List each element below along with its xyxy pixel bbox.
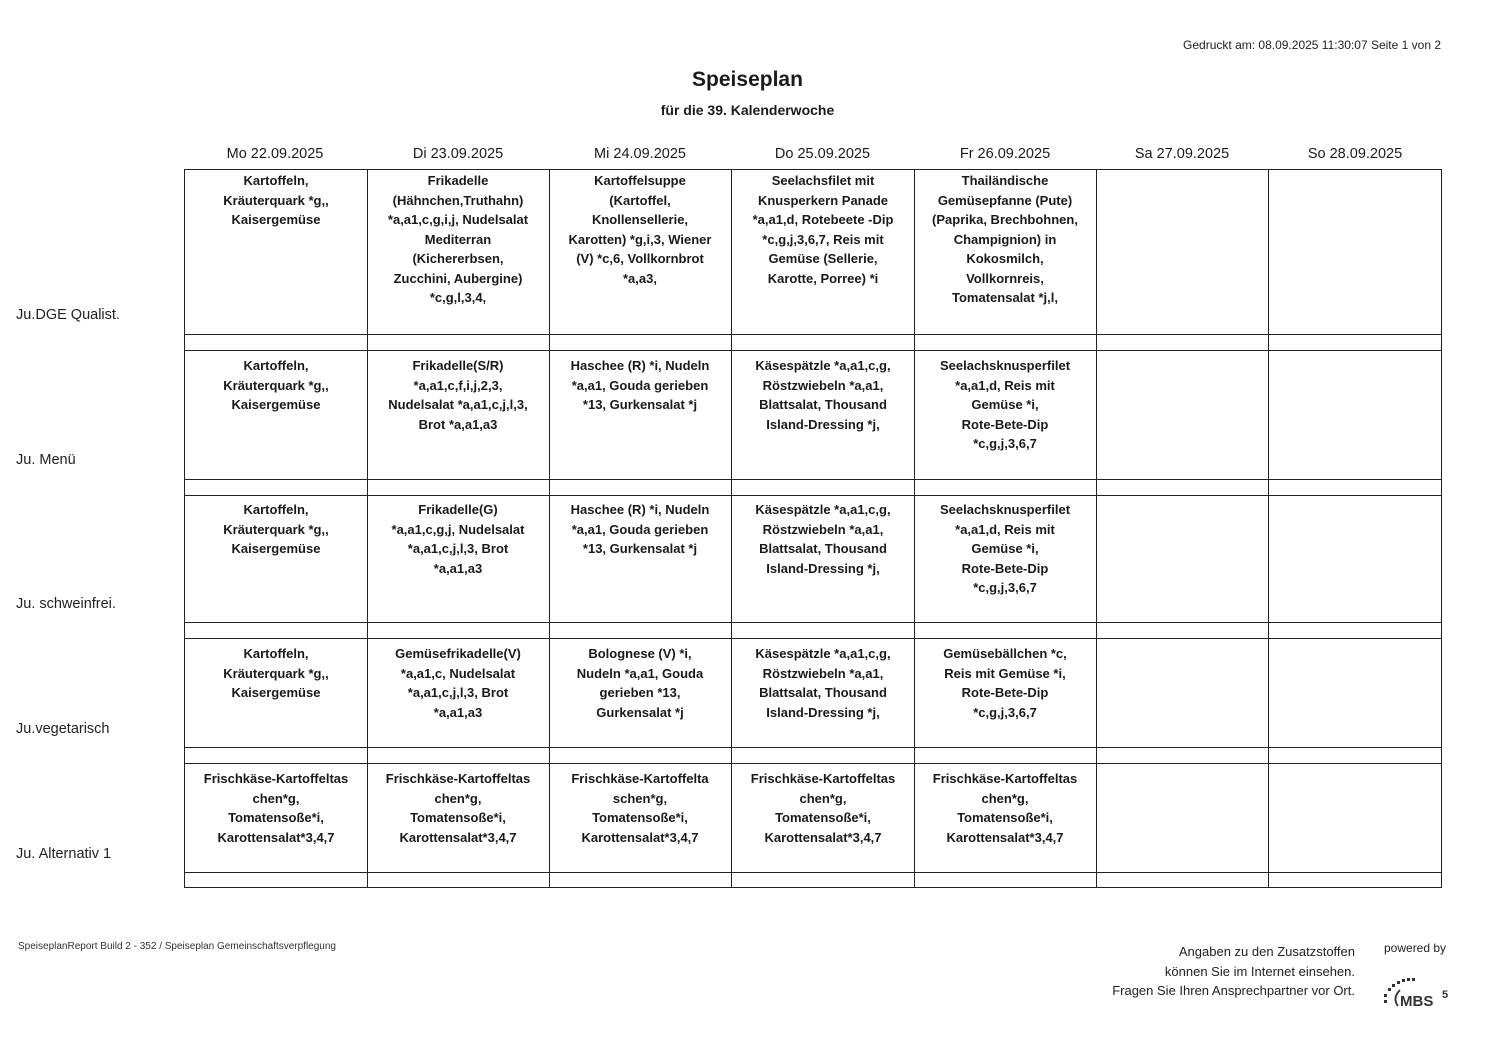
- grid-divider: [184, 334, 1442, 335]
- printed-timestamp: Gedruckt am: 08.09.2025 11:30:07 Seite 1 von 2: [1183, 38, 1441, 52]
- report-build-info: SpeiseplanReport Build 2 - 352 / Speiseplan Gemeinschaftsverpflegung: [18, 941, 336, 952]
- menu-cell: Frikadelle(S/R) *a,a1,c,f,i,j,2,3, Nudelsalat *a,a1,c,j,l,3, Brot *a,a1,a3: [388, 358, 528, 432]
- menu-cell: Frischkäse-Kartoffeltas chen*g, Tomatensoße*i, Karottensalat*3,4,7: [932, 771, 1078, 845]
- menu-cell: Seelachsfilet mit Knusperkern Panade *a,a1,d, Rotebeete -Dip *c,g,j,3,6,7, Reis mit Gemüse (Sellerie, Karotte, Porree) *i: [752, 173, 894, 286]
- menu-cell: Bolognese (V) *i, Nudeln *a,a1, Gouda gerieben *13, Gurkensalat *j: [576, 646, 704, 720]
- menu-cell: Käsespätzle *a,a1,c,g, Röstzwiebeln *a,a1, Blattsalat, Thousand Island-Dressing *j,: [755, 358, 891, 432]
- menu-cell: Frischkäse-Kartoffelta schen*g, Tomatensoße*i, Karottensalat*3,4,7: [571, 771, 709, 845]
- day-header-di: Di 23.09.2025: [412, 146, 504, 162]
- row-label-dge: Ju.DGE Qualist.: [16, 307, 120, 323]
- menu-cell: Frischkäse-Kartoffeltas chen*g, Tomatensoße*i, Karottensalat*3,4,7: [385, 771, 531, 845]
- page-title: Speiseplan: [692, 68, 803, 91]
- grid-divider: [184, 479, 1442, 480]
- day-header-do: Do 25.09.2025: [774, 146, 871, 162]
- grid-divider: [549, 169, 550, 888]
- page-subtitle: für die 39. Kalenderwoche: [660, 102, 835, 118]
- menu-cell: Käsespätzle *a,a1,c,g, Röstzwiebeln *a,a1, Blattsalat, Thousand Island-Dressing *j,: [755, 646, 891, 720]
- grid-divider: [731, 169, 732, 888]
- row-label-menue: Ju. Menü: [16, 452, 76, 468]
- mbs-logo-text: MBS: [1400, 993, 1434, 1010]
- mbs-logo: [1378, 968, 1454, 1014]
- menu-cell: Seelachsknusperfilet *a,a1,d, Reis mit Gemüse *i, Rote-Bete-Dip *c,g,j,3,6,7: [939, 358, 1071, 451]
- grid-divider: [184, 495, 1442, 496]
- grid-divider: [184, 763, 1442, 764]
- menu-cell: Kartoffeln, Kräuterquark *g,, Kaisergemüse: [223, 502, 329, 556]
- menu-cell: Frischkäse-Kartoffeltas chen*g, Tomatensoße*i, Karottensalat*3,4,7: [203, 771, 349, 845]
- menu-cell: Frikadelle (Hähnchen,Truthahn) *a,a1,c,g,i,j, Nudelsalat Mediterran (Kichererbsen, Zucchini, Aubergine) *c,g,l,3,4,: [387, 173, 529, 305]
- grid-divider: [184, 638, 1442, 639]
- powered-by-label: powered by: [1384, 941, 1447, 955]
- row-label-schweinfrei: Ju. schweinfrei.: [16, 596, 116, 612]
- menu-cell: Kartoffelsuppe (Kartoffel, Knollensellerie, Karotten) *g,i,3, Wiener (V) *c,6, Vollkornbrot *a,a3,: [568, 173, 712, 286]
- row-label-alternativ: Ju. Alternativ 1: [16, 846, 112, 862]
- menu-cell: Käsespätzle *a,a1,c,g, Röstzwiebeln *a,a1, Blattsalat, Thousand Island-Dressing *j,: [755, 502, 891, 576]
- menu-cell: Kartoffeln, Kräuterquark *g,, Kaisergemüse: [223, 173, 329, 227]
- grid-divider: [184, 872, 1442, 873]
- menu-cell: Thailändische Gemüsepfanne (Pute) (Paprika, Brechbohnen, Champignion) in Kokosmilch, Vollkornreis, Tomatensalat *j,l,: [932, 173, 1078, 305]
- grid-divider: [367, 169, 368, 888]
- menu-cell: Kartoffeln, Kräuterquark *g,, Kaisergemüse: [223, 358, 329, 412]
- grid-divider: [1268, 169, 1269, 888]
- row-label-vegetarisch: Ju.vegetarisch: [16, 721, 110, 737]
- day-header-so: So 28.09.2025: [1307, 146, 1403, 162]
- menu-cell: Gemüsefrikadelle(V) *a,a1,c, Nudelsalat *a,a1,c,j,l,3, Brot *a,a1,a3: [395, 646, 521, 720]
- grid-divider: [184, 350, 1442, 351]
- day-header-fr: Fr 26.09.2025: [959, 146, 1051, 162]
- additives-note: Angaben zu den Zusatzstoffen können Sie im Internet einsehen. Fragen Sie Ihren Ansprechpartner vor Ort.: [1112, 944, 1355, 998]
- menu-cell: Kartoffeln, Kräuterquark *g,, Kaisergemüse: [223, 646, 329, 700]
- menu-cell: Frikadelle(G) *a,a1,c,g,j, Nudelsalat *a,a1,c,j,l,3, Brot *a,a1,a3: [391, 502, 525, 576]
- menu-cell: Haschee (R) *i, Nudeln *a,a1, Gouda gerieben *13, Gurkensalat *j: [570, 502, 710, 556]
- grid-divider: [1096, 169, 1097, 888]
- day-header-mi: Mi 24.09.2025: [594, 146, 686, 162]
- mbs-logo-sup: 5: [1442, 989, 1449, 1001]
- menu-cell: Seelachsknusperfilet *a,a1,d, Reis mit Gemüse *i, Rote-Bete-Dip *c,g,j,3,6,7: [939, 502, 1071, 595]
- day-header-mo: Mo 22.09.2025: [226, 146, 324, 162]
- menu-cell: Haschee (R) *i, Nudeln *a,a1, Gouda gerieben *13, Gurkensalat *j: [570, 358, 710, 412]
- menu-cell: Gemüsebällchen *c, Reis mit Gemüse *i, Rote-Bete-Dip *c,g,j,3,6,7: [943, 646, 1067, 720]
- menu-cell: Frischkäse-Kartoffeltas chen*g, Tomatensoße*i, Karottensalat*3,4,7: [750, 771, 896, 845]
- day-header-sa: Sa 27.09.2025: [1134, 146, 1230, 162]
- grid-divider: [914, 169, 915, 888]
- grid-divider: [184, 747, 1442, 748]
- grid-divider: [184, 622, 1442, 623]
